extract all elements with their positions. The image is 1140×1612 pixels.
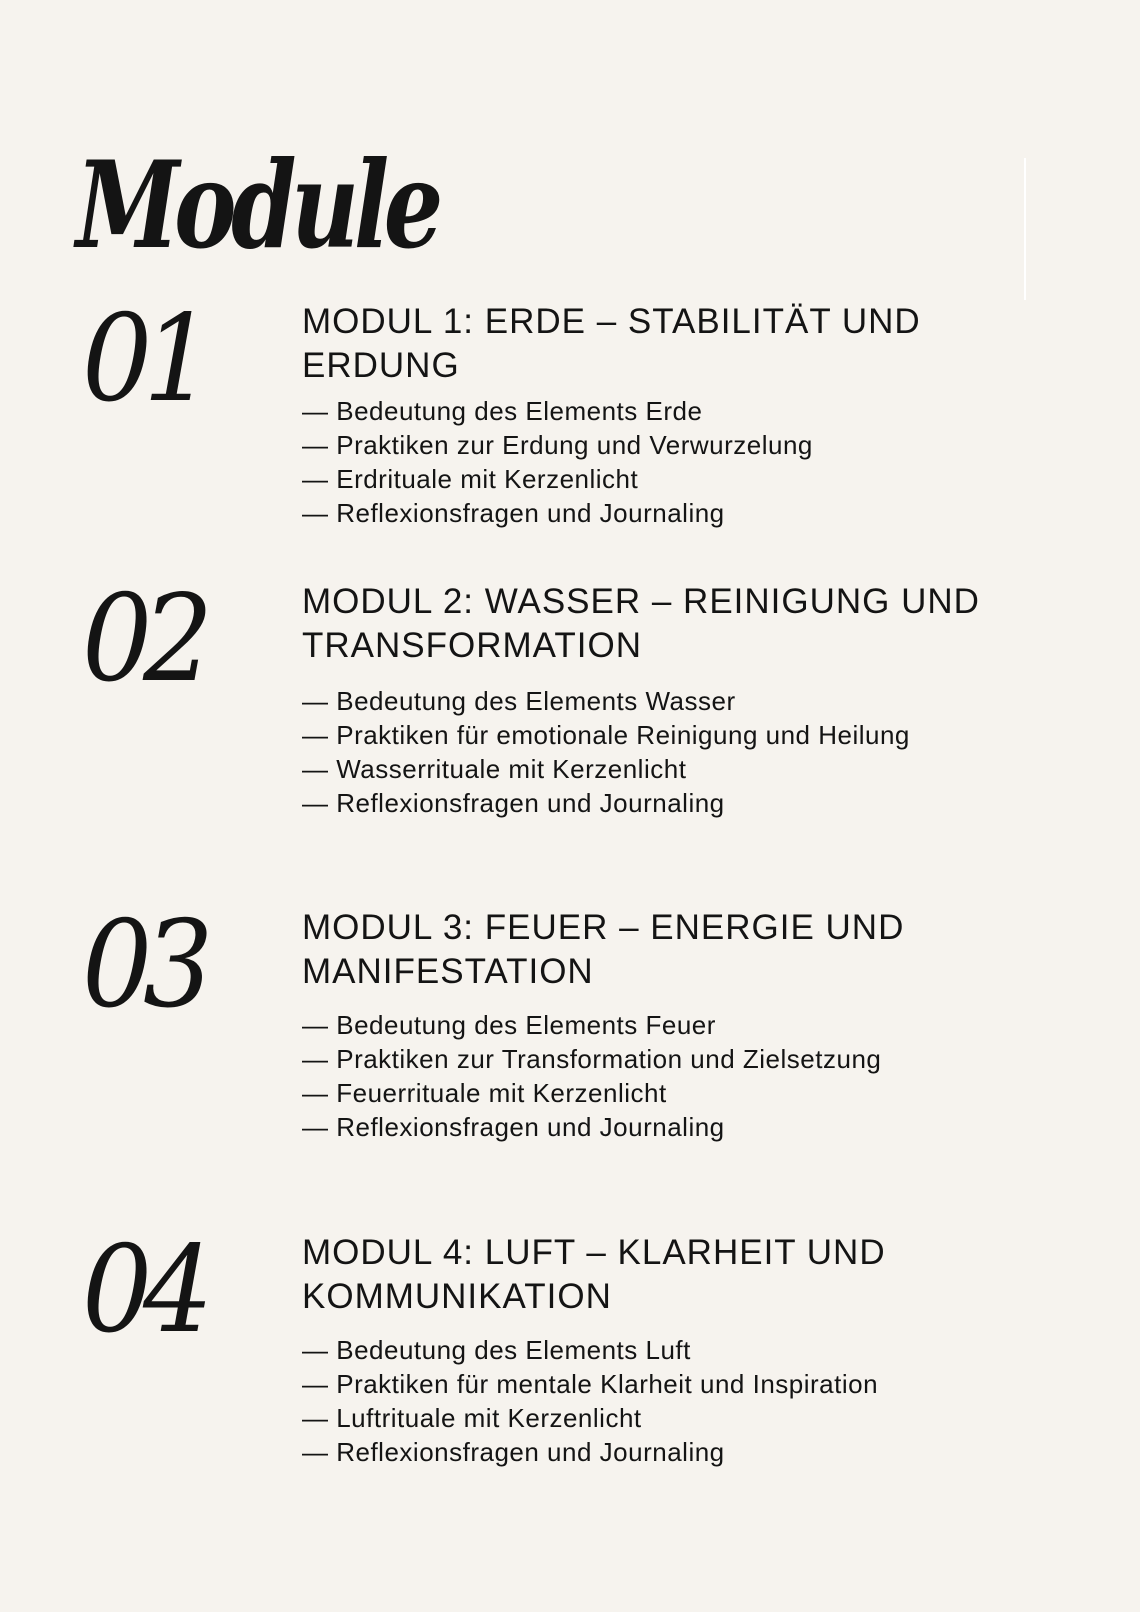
module-heading: MODUL 4: LUFT – KLARHEIT UND KOMMUNIKATION [302, 1233, 886, 1316]
topic-item: — Reflexionsfragen und Journaling [302, 498, 725, 528]
module-number: 04 [82, 1221, 205, 1360]
module-topic-list [302, 394, 813, 530]
topic-item: — Erdrituale mit Kerzenlicht [302, 464, 639, 494]
topic-item: — Feuerrituale mit Kerzenlicht [302, 1078, 667, 1108]
topic-item: — Reflexionsfragen und Journaling [302, 1437, 725, 1467]
module-topic-list [302, 1008, 881, 1144]
module-topic-list [302, 1333, 878, 1469]
module-number: 02 [82, 570, 205, 709]
topic-item: — Reflexionsfragen und Journaling [302, 788, 725, 818]
topic-item: — Praktiken zur Transformation und Zielsetzung [302, 1044, 882, 1074]
topic-item: — Wasserrituale mit Kerzenlicht [302, 754, 687, 784]
module-topic-list [302, 684, 910, 820]
topic-item: — Bedeutung des Elements Erde [302, 396, 703, 426]
topic-item: — Praktiken zur Erdung und Verwurzelung [302, 430, 813, 460]
module-number: 03 [82, 896, 205, 1035]
topic-item: — Praktiken für emotionale Reinigung und Heilung [302, 720, 910, 750]
module-number: 01 [82, 290, 205, 429]
topic-item: — Luftrituale mit Kerzenlicht [302, 1403, 642, 1433]
divider-line [1024, 158, 1026, 300]
page-title: Module [76, 135, 438, 277]
topic-item: — Bedeutung des Elements Wasser [302, 686, 736, 716]
topic-item: — Bedeutung des Elements Feuer [302, 1010, 716, 1040]
topic-item: — Praktiken für mentale Klarheit und Inspiration [302, 1369, 879, 1399]
module-heading: MODUL 2: WASSER – REINIGUNG UND TRANSFORMATION [302, 582, 980, 665]
topic-item: — Bedeutung des Elements Luft [302, 1335, 691, 1365]
topic-item: — Reflexionsfragen und Journaling [302, 1112, 725, 1142]
module-heading: MODUL 3: FEUER – ENERGIE UND MANIFESTATION [302, 908, 905, 991]
module-heading: MODUL 1: ERDE – STABILITÄT UND ERDUNG [302, 302, 921, 385]
